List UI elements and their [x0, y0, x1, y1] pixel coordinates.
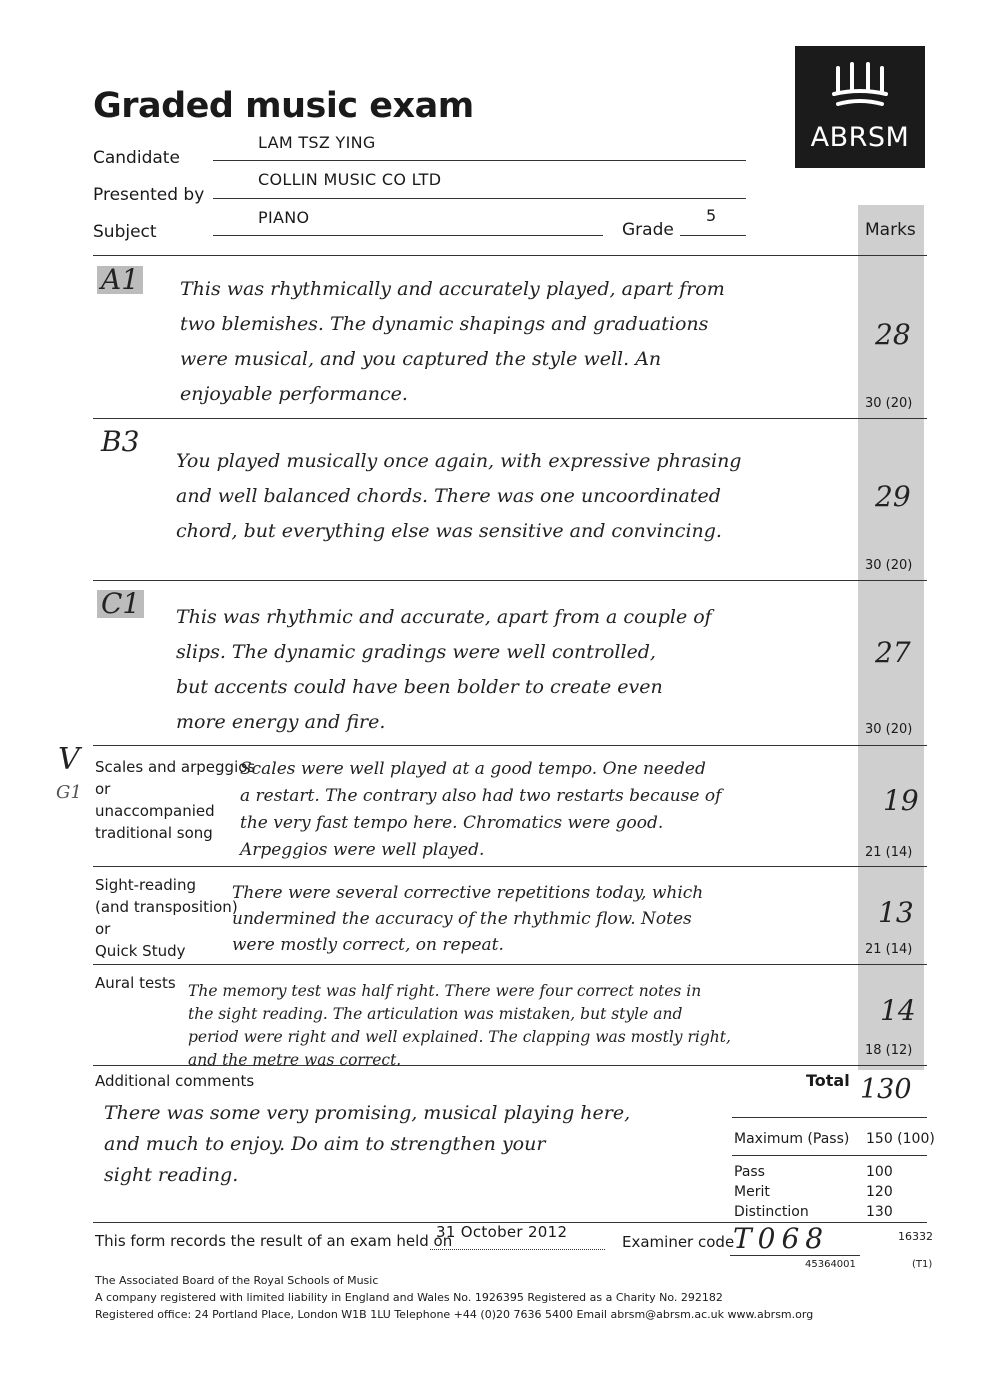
maximum-label: Maximum (Pass)	[734, 1131, 850, 1147]
form-number: 16332	[898, 1230, 933, 1243]
piece-comment: This was rhythmically and accurately played, apart from two blemishes. The dynamic shapings and graduations were musical, and you captured the style well. An enjoyable performance.	[180, 278, 725, 405]
grade-label: Grade	[622, 220, 674, 240]
check-mark-icon: V	[58, 742, 80, 777]
scales-comment: Scales were well played at a good tempo. One needed a restart. The contrary also had two restarts because of the very fast tempo here. Chromatics were good. Arpeggios were well played.	[240, 759, 722, 860]
page-title: Graded music exam	[93, 86, 474, 126]
piece-mark: 28	[875, 318, 911, 351]
piece-tag: B3	[101, 425, 140, 458]
piece-tag: C1	[97, 590, 144, 618]
presented-by-value: COLLIN MUSIC CO LTD	[258, 170, 442, 189]
divider	[93, 964, 927, 965]
scales-label: Scales and arpeggios or unaccompanied traditional song	[95, 758, 256, 842]
divider	[93, 1065, 927, 1066]
candidate-value: LAM TSZ YING	[258, 133, 376, 152]
total-label: Total	[806, 1071, 850, 1090]
divider	[93, 866, 927, 867]
examiner-label: Examiner code	[622, 1233, 735, 1251]
presented-by-underline	[213, 198, 746, 199]
crown-icon	[830, 60, 890, 112]
sight-reading-mark: 13	[878, 896, 914, 929]
candidate-underline	[213, 160, 746, 161]
candidate-label: Candidate	[93, 148, 180, 168]
grade-underline	[680, 235, 746, 236]
divider	[93, 255, 927, 256]
scales-max: 21 (14)	[865, 845, 913, 860]
piece-max: 30 (20)	[865, 722, 913, 737]
total-value: 130	[860, 1074, 912, 1105]
additional-comments: There was some very promising, musical playing here, and much to enjoy. Do aim to strengthen your sight reading.	[104, 1102, 631, 1186]
record-text: This form records the result of an exam held on	[95, 1232, 453, 1250]
piece-comment: This was rhythmic and accurate, apart from a couple of slips. The dynamic gradings were well controlled, but accents could have been bolder to create even more energy and fire.	[176, 606, 712, 733]
sight-reading-comment: There were several corrective repetitions today, which undermined the accuracy of the rhythmic flow. Notes were mostly correct, on repeat.	[232, 883, 704, 955]
piece-mark: 27	[875, 636, 911, 669]
piece-tag: A1	[97, 266, 143, 294]
presented-by-label: Presented by	[93, 185, 205, 205]
subject-underline	[213, 235, 603, 236]
piece-max: 30 (20)	[865, 558, 913, 573]
exam-date: 31 October 2012	[436, 1223, 568, 1241]
summary-underline	[732, 1155, 927, 1156]
examiner-code: T068	[733, 1222, 830, 1255]
form-code: (T1)	[912, 1259, 933, 1270]
aural-mark: 14	[880, 994, 916, 1027]
result-values: 100 120 130	[866, 1164, 893, 1220]
margin-note: G1	[56, 782, 82, 803]
scales-mark: 19	[883, 784, 919, 817]
grade-value: 5	[706, 206, 717, 225]
total-underline	[732, 1117, 927, 1118]
date-underline	[430, 1249, 605, 1250]
footer: The Associated Board of the Royal Schools of Music A company registered with limited liability in England and Wales No. 1926395 Registered as a Charity No. 292182 Registered office: 24 Portland Place, London W1B 1LU Telephone +44 (0)20 7636 5400 Email abrsm@abrsm.ac.uk www.abrsm.org	[95, 1274, 814, 1321]
aural-comment: The memory test was half right. There were four correct notes in the sight reading. The articulation was mistaken, but style and period were right and well explained. The clapping was mostly right, and the metre was correct.	[188, 982, 731, 1069]
piece-comment: You played musically once again, with expressive phrasing and well balanced chords. There was one uncoordinated chord, but everything else was sensitive and convincing.	[176, 450, 742, 542]
result-labels: Pass Merit Distinction	[734, 1164, 809, 1220]
examiner-underline	[730, 1255, 860, 1256]
aural-label: Aural tests	[95, 974, 176, 992]
piece-mark: 29	[875, 480, 911, 513]
sight-reading-label: Sight-reading (and transposition) or Quick Study	[95, 876, 238, 960]
divider	[93, 745, 927, 746]
abrsm-logo	[795, 46, 925, 168]
subject-label: Subject	[93, 222, 157, 242]
divider	[93, 418, 927, 419]
aural-max: 18 (12)	[865, 1043, 913, 1058]
divider	[93, 580, 927, 581]
sight-reading-max: 21 (14)	[865, 942, 913, 957]
subject-value: PIANO	[258, 208, 310, 227]
maximum-value: 150 (100)	[866, 1131, 935, 1147]
piece-max: 30 (20)	[865, 396, 913, 411]
serial-number: 45364001	[805, 1259, 856, 1270]
logo-text: ABRSM	[810, 122, 910, 153]
marks-label: Marks	[865, 220, 916, 240]
additional-comments-label: Additional comments	[95, 1072, 255, 1090]
